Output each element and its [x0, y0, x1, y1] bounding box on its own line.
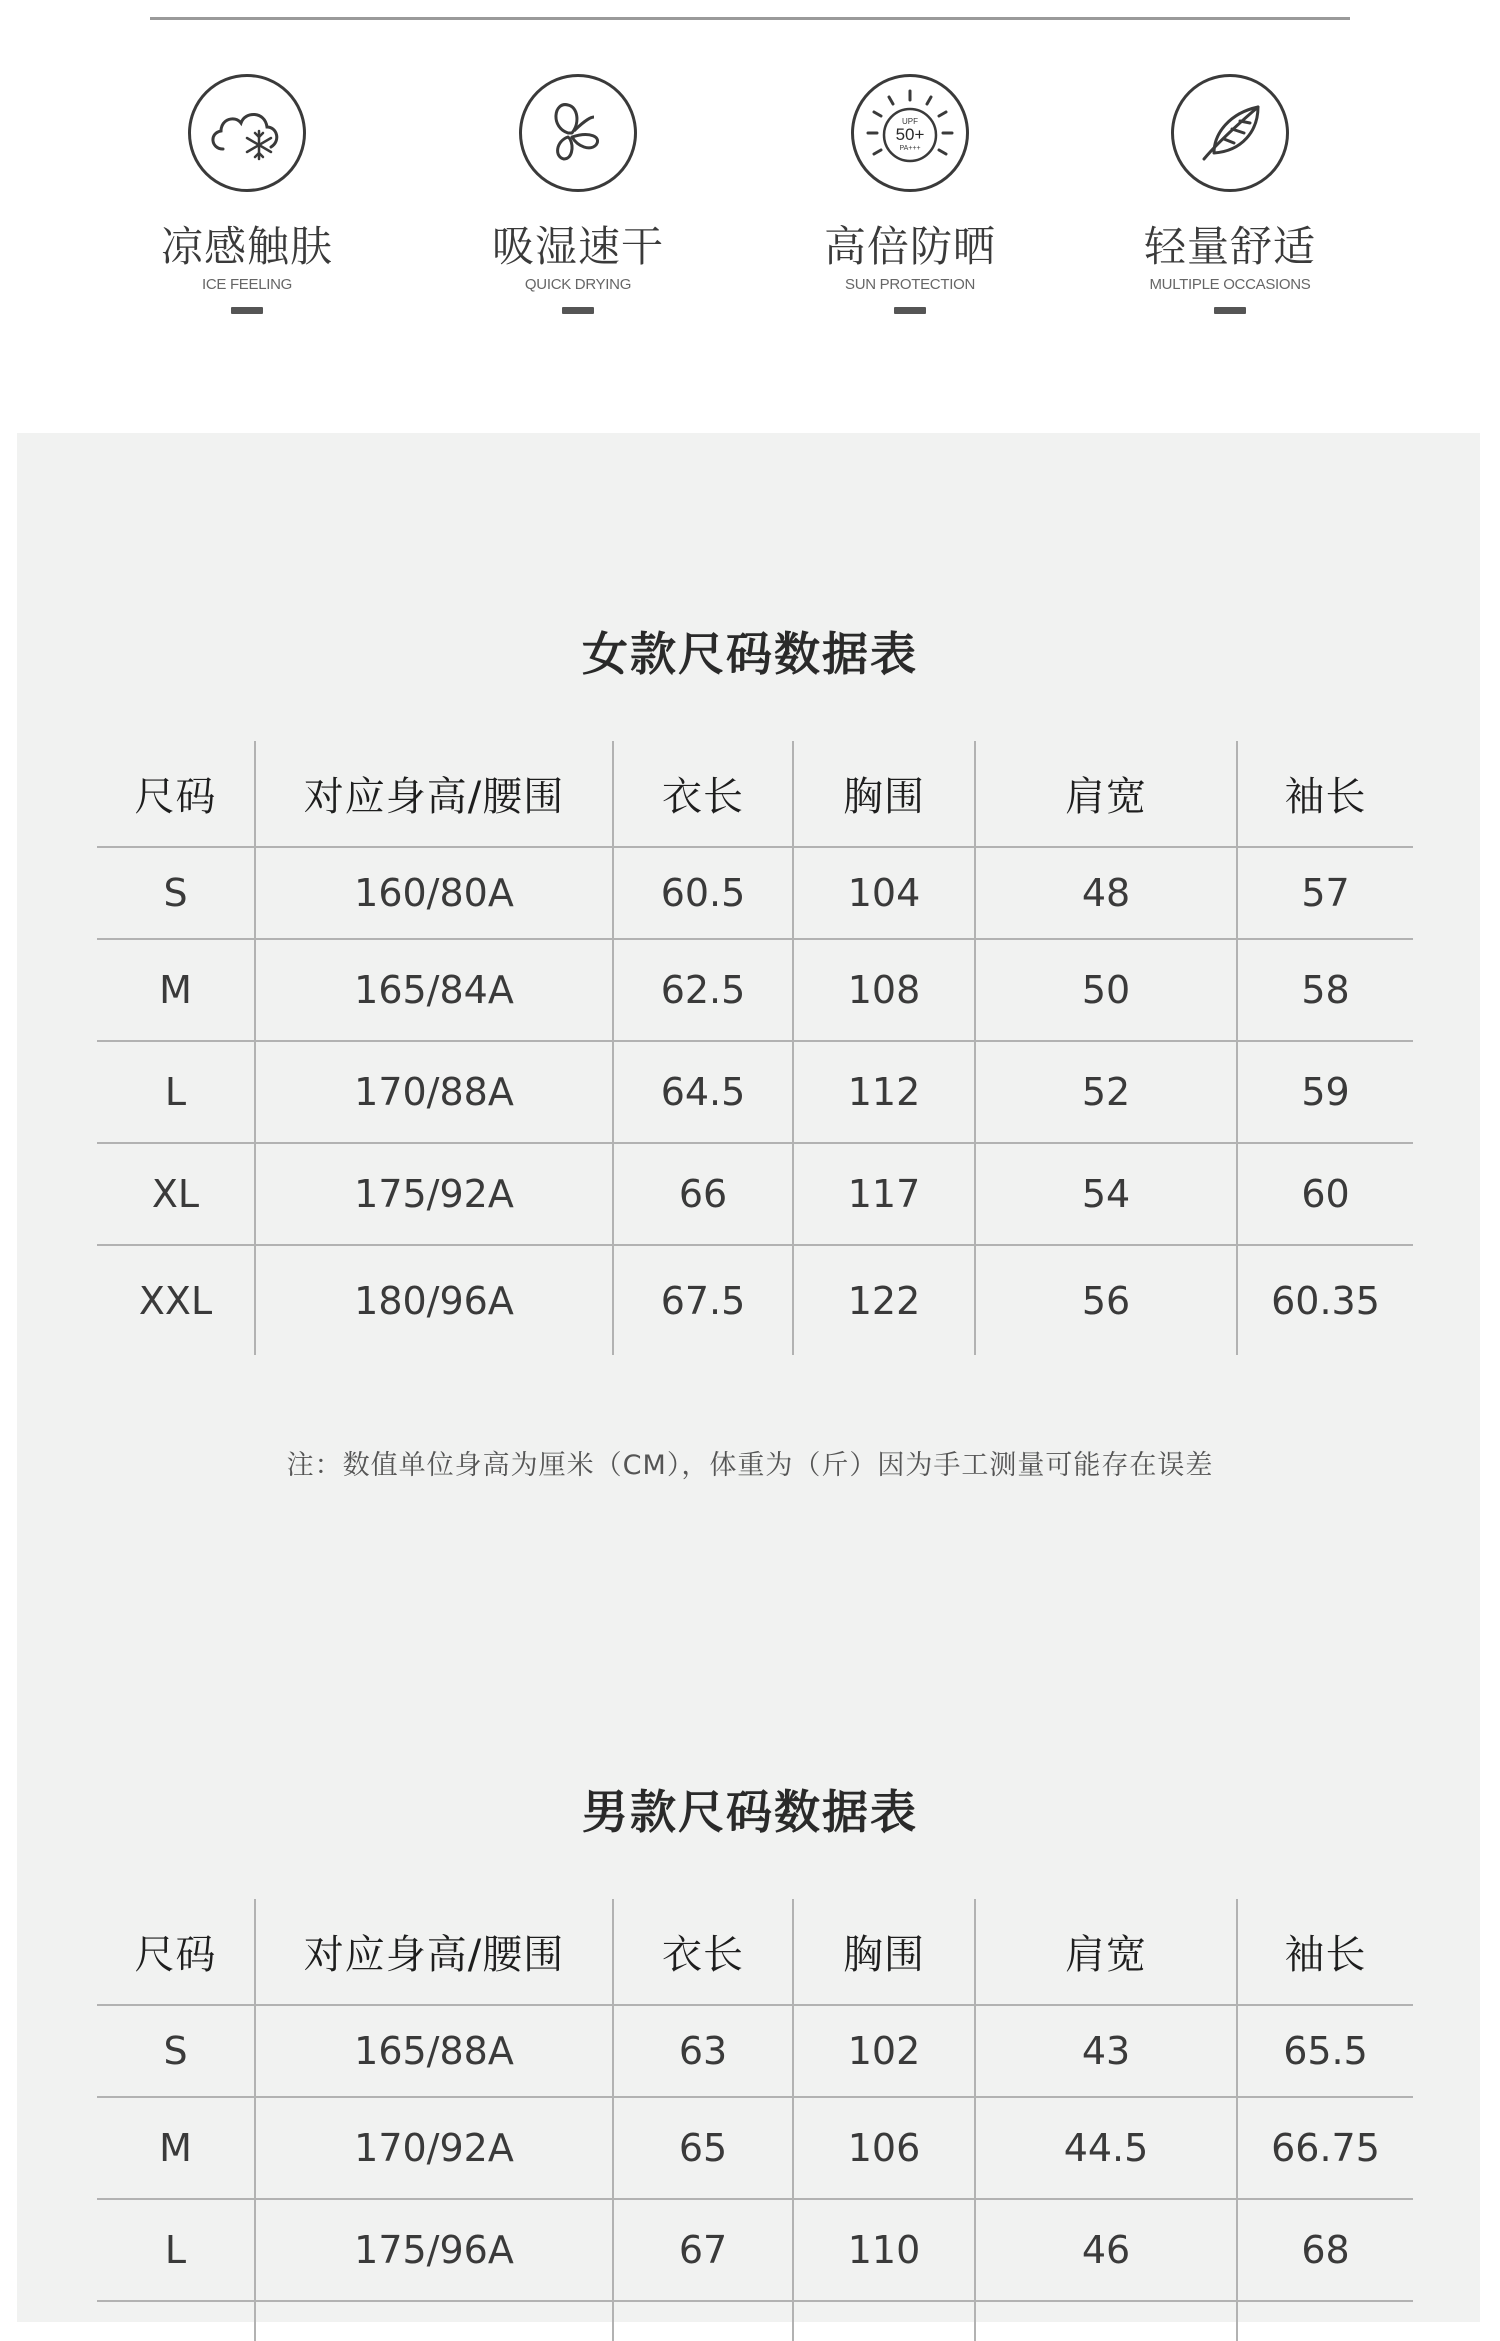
cell-length: 63	[613, 2005, 793, 2097]
sun-upf-icon	[860, 83, 960, 183]
measurement-note: 注：数值单位身高为厘米（CM），体重为（斤）因为手工测量可能存在误差	[286, 1450, 1214, 1481]
cell-height-waist: 175/96A	[255, 2199, 613, 2301]
snowflake-cloud-icon	[201, 87, 293, 179]
cell-length: 66	[613, 1143, 793, 1245]
cell-height-waist: 165/84A	[255, 939, 613, 1041]
cell-chest: 104	[793, 847, 975, 939]
feature-title: 吸湿速干	[491, 222, 664, 271]
men-size-table	[97, 1899, 1413, 2341]
col-header-chest: 胸围	[793, 741, 975, 847]
feature-title: 轻量舒适	[1143, 222, 1316, 271]
feature-subtitle: ICE FEELING	[201, 276, 293, 293]
col-header-shoulder: 肩宽	[975, 1899, 1237, 2005]
butterfly-icon	[532, 87, 624, 179]
cell-sleeve: 60.35	[1237, 1245, 1413, 1355]
cell-height-waist: 170/92A	[255, 2097, 613, 2199]
cell-sleeve: 65.5	[1237, 2005, 1413, 2097]
cell-sleeve: 59	[1237, 1041, 1413, 1143]
cell-chest: 110	[793, 2199, 975, 2301]
feature-icon-circle	[188, 74, 306, 192]
men-table-title: 男款尺码数据表	[582, 1785, 918, 1839]
cell-shoulder: 52	[975, 1041, 1237, 1143]
feature-lightweight	[1100, 74, 1360, 314]
table-row	[97, 939, 1413, 1041]
table-row	[97, 847, 1413, 939]
table-row	[97, 1041, 1413, 1143]
table-header-row	[97, 1899, 1413, 2005]
cell-chest: 106	[793, 2097, 975, 2199]
cell-size: M	[97, 939, 255, 1041]
feature-icon-circle	[1171, 74, 1289, 192]
cell-height-waist: 170/88A	[255, 1041, 613, 1143]
feature-ice-feeling	[117, 74, 377, 314]
cell-size: XXL	[97, 1245, 255, 1355]
table-row	[97, 2199, 1413, 2301]
pa-label: PA+++	[899, 145, 921, 152]
women-size-table	[97, 741, 1413, 1355]
feature-icon-circle	[519, 74, 637, 192]
col-header-height-waist: 对应身高/腰围	[255, 1899, 613, 2005]
col-header-length: 衣长	[613, 1899, 793, 2005]
cell-size: S	[97, 2005, 255, 2097]
table-row	[97, 1143, 1413, 1245]
cell-size: L	[97, 2199, 255, 2301]
cell-length: 62.5	[613, 939, 793, 1041]
cell-shoulder: 43	[975, 2005, 1237, 2097]
col-header-shoulder: 肩宽	[975, 741, 1237, 847]
cell-length: 67	[613, 2199, 793, 2301]
women-table-title: 女款尺码数据表	[582, 627, 918, 681]
feature-subtitle: MULTIPLE OCCASIONS	[1149, 276, 1311, 293]
cell-length: 65	[613, 2097, 793, 2199]
cell-length: 67.5	[613, 1245, 793, 1355]
col-header-sleeve: 袖长	[1237, 741, 1413, 847]
table-row	[97, 2005, 1413, 2097]
feature-dash	[231, 307, 263, 314]
feature-sun-protection	[780, 74, 1040, 314]
upf-label: UPF	[902, 117, 918, 126]
upf-value: 50+	[895, 125, 925, 144]
cell-chest: 102	[793, 2005, 975, 2097]
feature-title: 高倍防晒	[823, 222, 996, 271]
cell-height-waist: 180/96A	[255, 1245, 613, 1355]
cell-shoulder: 48	[975, 847, 1237, 939]
feature-dash	[894, 307, 926, 314]
col-header-sleeve: 袖长	[1237, 1899, 1413, 2005]
cell-sleeve: 68	[1237, 2199, 1413, 2301]
table-row	[97, 2097, 1413, 2199]
cell-length: 60.5	[613, 847, 793, 939]
cell-height-waist: 165/88A	[255, 2005, 613, 2097]
cell-length: 64.5	[613, 1041, 793, 1143]
feather-icon	[1184, 87, 1276, 179]
feature-quick-drying	[448, 74, 708, 314]
cell-shoulder: 54	[975, 1143, 1237, 1245]
table-row	[97, 1245, 1413, 1355]
cell-height-waist: 175/92A	[255, 1143, 613, 1245]
cell-chest: 108	[793, 939, 975, 1041]
cell-height-waist: 160/80A	[255, 847, 613, 939]
cell-sleeve: 60	[1237, 1143, 1413, 1245]
col-header-chest: 胸围	[793, 1899, 975, 2005]
feature-dash	[1214, 307, 1246, 314]
col-header-size: 尺码	[134, 1932, 217, 1978]
table-row-partial	[97, 2301, 1413, 2341]
cell-sleeve: 57	[1237, 847, 1413, 939]
col-header-height-waist: 对应身高/腰围	[255, 741, 613, 847]
feature-title: 凉感触肤	[160, 222, 333, 271]
feature-subtitle: SUN PROTECTION	[845, 276, 975, 293]
cell-shoulder: 56	[975, 1245, 1237, 1355]
feature-dash	[562, 307, 594, 314]
cell-size: XL	[97, 1143, 255, 1245]
cell-sleeve: 66.75	[1237, 2097, 1413, 2199]
cell-shoulder: 50	[975, 939, 1237, 1041]
cell-size: M	[97, 2097, 255, 2199]
cell-chest: 112	[793, 1041, 975, 1143]
cell-chest: 117	[793, 1143, 975, 1245]
cell-size: S	[97, 847, 255, 939]
cell-shoulder: 46	[975, 2199, 1237, 2301]
cell-shoulder: 44.5	[975, 2097, 1237, 2199]
cell-sleeve: 58	[1237, 939, 1413, 1041]
col-header-size: 尺码	[134, 774, 217, 820]
feature-subtitle: QUICK DRYING	[524, 276, 632, 293]
col-header-length: 衣长	[613, 741, 793, 847]
cell-chest: 122	[793, 1245, 975, 1355]
table-header-row	[97, 741, 1413, 847]
feature-icon-circle	[851, 74, 969, 192]
feature-strip	[0, 0, 1500, 400]
cell-size: L	[97, 1041, 255, 1143]
